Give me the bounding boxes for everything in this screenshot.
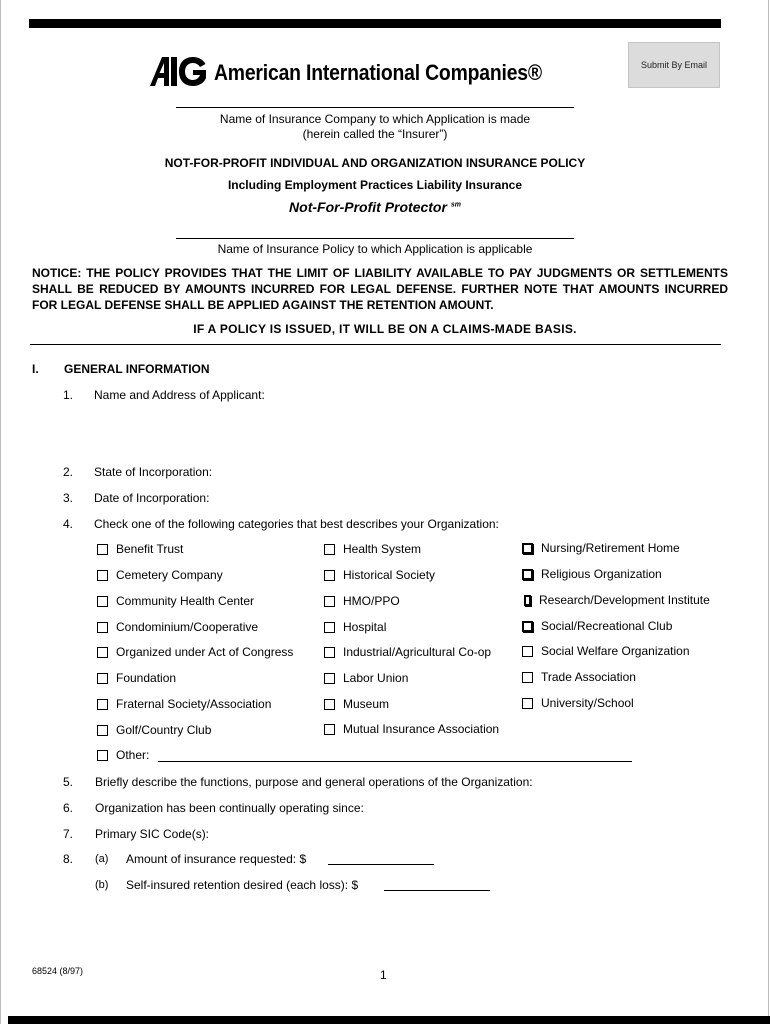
section-title: GENERAL INFORMATION (64, 362, 210, 376)
q4-category-prompt: Check one of the following categories that best describes your Organization: (94, 517, 499, 531)
q7-sic-codes: Primary SIC Code(s): (95, 827, 210, 841)
claims-made-notice: IF A POLICY IS ISSUED, IT WILL BE ON A CLAIMS-MADE BASIS. (193, 322, 577, 336)
category-label: Historical Society (343, 568, 436, 582)
category-label: Hospital (343, 620, 387, 634)
category-foundation[interactable] (97, 671, 176, 685)
category-research-development-institute[interactable] (524, 593, 710, 607)
category-label: Condominium/Cooperative (116, 620, 259, 634)
policy-name-label: Name of Insurance Policy to which Application is applicable (217, 242, 533, 256)
policy-name-line[interactable] (176, 238, 574, 239)
other-label: Other: (116, 748, 150, 762)
checkbox[interactable] (324, 724, 335, 735)
section-divider (30, 344, 721, 345)
submit-by-email-button[interactable]: Submit By Email (628, 42, 720, 88)
category-social-recreational-club[interactable] (522, 619, 672, 633)
category-label: Golf/Country Club (116, 723, 212, 737)
page-number: 1 (380, 968, 387, 982)
checkbox[interactable] (522, 646, 533, 657)
category-label: University/School (541, 696, 634, 710)
q8b-label: (b) (95, 879, 109, 891)
checkbox[interactable] (97, 699, 108, 710)
section-numeral: I. (32, 362, 39, 376)
insurer-note: (herein called the “Insurer”) (302, 127, 448, 141)
policy-subtitle: Including Employment Practices Liability Insurance (227, 178, 523, 192)
category-golf-country-club[interactable] (97, 723, 211, 737)
category-university-school[interactable] (522, 696, 634, 710)
category-label: Social/Recreational Club (541, 619, 673, 633)
category-label: Community Health Center (116, 594, 255, 608)
checkbox[interactable] (522, 672, 533, 683)
q2-number: 2. (63, 465, 74, 479)
category-mutual-insurance-association[interactable] (324, 722, 499, 736)
q1-number: 1. (63, 388, 74, 402)
category-label: Museum (343, 697, 390, 711)
page-left-border (0, 0, 1, 1024)
category-label: Benefit Trust (116, 542, 184, 556)
q5-number: 5. (63, 775, 74, 789)
category-label: Labor Union (343, 671, 409, 685)
other-input-line[interactable] (158, 761, 632, 762)
checkbox[interactable] (324, 673, 335, 684)
checkbox[interactable] (97, 544, 108, 555)
checkbox[interactable] (522, 543, 533, 554)
page-right-border (768, 0, 769, 1024)
notice-text: NOTICE: THE POLICY PROVIDES THAT THE LIMIT OF LIABILITY AVAILABLE TO PAY JUDGMENTS OR SETTLEMENTS SHALL BE REDUCED BY AMOUNTS INCURRED FOR LEGAL DEFENSE. FURTHER NOTE THAT AMOUNTS INCURRED FOR LEGAL DEFENSE SHALL BE APPLIED AGAINST THE RETENTION AMOUNT. (32, 266, 728, 312)
category-industrial-agricultural-coop[interactable] (324, 645, 491, 659)
checkbox[interactable] (324, 699, 335, 710)
category-health-system[interactable] (324, 542, 421, 556)
form-id: 68524 (8/97) (32, 966, 84, 976)
checkbox[interactable] (97, 647, 108, 658)
q7-number: 7. (63, 827, 74, 841)
checkbox[interactable] (97, 570, 108, 581)
checkbox[interactable] (324, 622, 335, 633)
q4-number: 4. (63, 517, 74, 531)
insurer-name-line[interactable] (176, 107, 574, 108)
checkbox[interactable] (324, 570, 335, 581)
category-religious-organization[interactable] (522, 567, 662, 581)
amount-input-line[interactable] (328, 864, 434, 865)
checkbox[interactable] (324, 647, 335, 658)
q2-state-of-incorporation: State of Incorporation: (94, 465, 213, 479)
product-name (0, 199, 750, 215)
retention-input-line[interactable] (384, 890, 490, 891)
checkbox[interactable] (97, 673, 108, 684)
category-label: Cemetery Company (116, 568, 223, 582)
q6-number: 6. (63, 801, 74, 815)
category-organized-under-act-of-congress[interactable] (97, 645, 293, 659)
q1-applicant-name-address: Name and Address of Applicant: (94, 388, 265, 402)
q3-date-of-incorporation: Date of Incorporation: (94, 491, 210, 505)
category-label: Religious Organization (541, 567, 662, 581)
category-hmo-ppo[interactable] (324, 594, 400, 608)
checkbox[interactable] (97, 725, 108, 736)
category-cemetery-company[interactable] (97, 568, 223, 582)
category-label: Organized under Act of Congress (116, 645, 294, 659)
checkbox[interactable] (324, 596, 335, 607)
category-hospital[interactable] (324, 620, 386, 634)
checkbox[interactable] (522, 698, 533, 709)
company-name: American International Companies® (214, 60, 542, 85)
service-mark: sm (450, 201, 461, 209)
q8b-retention-desired: Self-insured retention desired (each loss): $ (126, 878, 359, 892)
category-benefit-trust[interactable] (97, 542, 183, 556)
category-other[interactable] (97, 748, 149, 762)
category-nursing-retirement-home[interactable] (522, 541, 680, 555)
checkbox[interactable] (524, 595, 531, 606)
category-label: Health System (343, 542, 422, 556)
category-label: Fraternal Society/Association (116, 697, 272, 711)
checkbox[interactable] (522, 621, 533, 632)
category-label: Industrial/Agricultural Co-op (343, 645, 492, 659)
category-label: Nursing/Retirement Home (541, 541, 680, 555)
category-historical-society[interactable] (324, 568, 435, 582)
product-name-text: Not-For-Profit Protector (289, 199, 447, 215)
checkbox[interactable] (97, 750, 108, 761)
checkbox[interactable] (97, 622, 108, 633)
category-social-welfare-organization[interactable] (522, 644, 690, 658)
policy-title: NOT-FOR-PROFIT INDIVIDUAL AND ORGANIZATION INSURANCE POLICY (164, 156, 586, 170)
q8a-amount-requested: Amount of insurance requested: $ (126, 852, 307, 866)
q6-operating-since: Organization has been continually operating since: (95, 801, 364, 815)
insurer-label: Name of Insurance Company to which Application is made (219, 112, 531, 126)
checkbox[interactable] (97, 596, 108, 607)
category-label: HMO/PPO (343, 594, 400, 608)
category-museum[interactable] (324, 697, 389, 711)
q8-number: 8. (63, 852, 74, 866)
category-community-health-center[interactable] (97, 594, 254, 608)
category-fraternal-society[interactable] (97, 697, 271, 711)
q3-number: 3. (63, 491, 74, 505)
q5-operations-prompt: Briefly describe the functions, purpose and general operations of the Organization: (95, 775, 533, 789)
category-label: Mutual Insurance Association (343, 722, 500, 736)
q8a-label: (a) (95, 853, 109, 865)
aig-logo (150, 55, 208, 87)
category-label: Research/Development Institute (539, 593, 710, 607)
category-label: Social Welfare Organization (541, 644, 690, 658)
category-condominium-cooperative[interactable] (97, 620, 258, 634)
top-rule-bar (29, 19, 721, 28)
category-labor-union[interactable] (324, 671, 408, 685)
bottom-rule-bar (8, 1016, 770, 1024)
category-label: Trade Association (541, 670, 636, 684)
checkbox[interactable] (324, 544, 335, 555)
category-trade-association[interactable] (522, 670, 636, 684)
category-label: Foundation (116, 671, 177, 685)
checkbox[interactable] (522, 569, 533, 580)
